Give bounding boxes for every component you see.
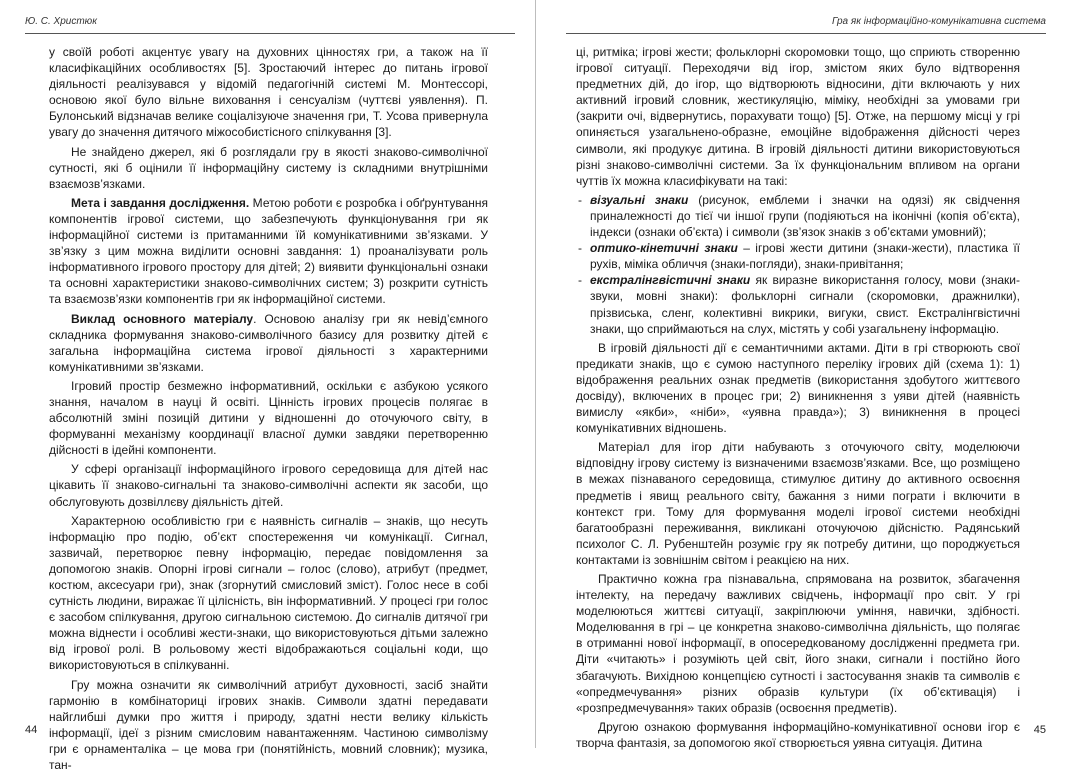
paragraph: Практично кожна гра пізнавальна, спрямована на розвиток, збагачення інтелекту, на передачу важливих свідчень, інформації про світ. У грі моделюються життєві ситуації, закріплюючи уміння, навички, здібності. Моделювання в грі – це конкретна знаково-символічна діяльність, що полягає в отриманні нової інформації, в опосередкованому дослідженні предмета гри. Діти «читають» і розуміють цей світ, його знаки, сигнали і постійно його збагачують. Вихідною концепцією сутності і застосування знаків та символів є «опредмечування» різних образів культури (їх об’єктивація) і «розпредмечування» таких образів (освоєння предметів). — [576, 572, 1020, 715]
right-page-body — [576, 44, 1020, 750]
paragraph: Другою ознакою формування інформаційно-комунікативної основи ігор є творча фантазія, за допомогою якої створюється уявна ситуація. Дитина — [576, 719, 1020, 750]
paragraph: Матеріал для ігор діти набувають з оточуючого світу, моделюючи відповідну ігрову систему із визначеними взаємозв’язками. Все, що розміщено в межах пізнаваного середовища, стимулює дитину до активного освоєння предметів і явищ реального світу, бажання з ними пограти і включити в контекст гри. Тому для формування моделі ігрової системи необхідні багатообразні переживання, викликані оточуючою дійсністю. Радянський психолог С. Л. Рубенштейн розуміє гру як потребу дитини, що породжується контактами із зовнішнім світом і реакцією на них. — [576, 440, 1020, 567]
paragraph: ці, ритміка; ігрові жести; фольклорні скоромовки тощо, що сприють створенню ігрової ситуації. Переходячи від ігор, змістом яких було відтворення предметних дій, до ігор, що відтворюють відносини, діти включають у них активний ігровий словник, жестикуляцію, міміку, необхідні за умовами гри (закрити очі, відвернутись, порахувати тощо) [5]. Отже, на першому місці у грі опиняється узагальнено-образне, емоційне відображення дійсності через символи, які продукує дитина. В ігровій діяльності дитини використовуються різні знаково-символічні системи. За їх функціональним впливом на органи чуттів їх можна класифікувати на такі: — [576, 45, 1020, 188]
left-page-body — [49, 44, 488, 773]
list-item: - екстралінгвістичні знаки як виразне використання голосу, мови (знаки-звуки, мовні знаки): фольклорні сигнали (скоромовки, дражнилки), прізвиська, сленг, колективні викрики, вигуки, свист. Екстралінгвістичні знаки, що сприймаються на слух, містять у собі узагальнену інформацію. — [576, 272, 1020, 336]
list-item: - оптико-кінетичні знаки – ігрові жести дитини (знаки-жести), пластика її рухів, міміка обличчя (знаки-погляди), знаки-привітання; — [576, 240, 1020, 272]
sign-types-list — [576, 192, 1020, 337]
paragraph: Не знайдено джерел, які б розглядали гру в якості знаково-символічної сутності, які б оцінили її інформаційну систему із складними внутрішніми взаємозв’язками. — [49, 144, 488, 191]
term-visual-signs: візуальні знаки — [590, 192, 689, 207]
right-page-number: 45 — [1033, 724, 1046, 736]
section-heading-main: Виклад основного матеріалу — [71, 311, 254, 326]
paragraph: Гру можна означити як символічний атрибут духовності, засіб знайти гармонію в комбінаториці ігрових знаків. Символи здатні передавати найглибші думки про життя і природу, здатні нести велику кількість інформації, ідеї з різним смисловим навантаженням. Частиною символізму гри є орнаменталіка – це мова гри (понятійність, мовний словник); музика, тан- — [49, 677, 488, 773]
paragraph: В ігровій діяльності дії є семантичними актами. Діти в грі створюють свої предикати знаків, що є сумою наступного переліку ігрових дій (схема 1): 1) відображення реальних ознак предметів (використання здобутого життєвого досвіду), включених в процес гри; 2) виникнення з уяви дітей (наявність вимислу «якби», «ніби», «уявна правда»); 3) виникнення в процесі комунікативних відношень. — [576, 340, 1020, 436]
term-optical-kinetic-signs: оптико-кінетичні знаки — [590, 241, 738, 256]
right-running-header: Гра як інформаційно-комунікативна система — [831, 16, 1046, 27]
left-running-header: Ю. С. Христюк — [25, 16, 97, 27]
paragraph: У сфері організації інформаційного ігрового середовища для дітей нас цікавить її знаково-сигнальні та знаково-символічні аспекти як засоби, що обслуговують дозвіллєву діяльність дітей. — [49, 462, 488, 509]
left-page — [0, 0, 536, 773]
right-header-rule — [566, 33, 1046, 34]
paragraph: Характерною особливістю гри є наявність сигналів – знаків, що несуть інформацію про подію, об’єкт спостереження чи комунікації. Сигнал, зазвичай, перетворює певну інформацію, передає повідомлення за допомогою знаків. Опорні ігрові сигнали – голос (слово), атрибут (предмет, костюм, аксесуари гри), знак (згорнутий смисловий зміст). Голос несе в собі сутність людини, виражає її цілісність, він інформативний. У процесі гри голос є засобом спілкування, другою сигнальною системою. До сигналів дитячої гри можна віднести і особливі жести-знаки, що використовуються дітьми залежно від ігрової ролі. В рольовому жесті відображаються соціальні коди, що використовуються в спілкуванні. — [49, 513, 488, 673]
term-extralinguistic-signs: екстралінгвістичні знаки — [590, 273, 751, 288]
left-header-rule — [25, 33, 515, 34]
left-page-number: 44 — [25, 724, 38, 736]
paragraph: Ігровий простір безмежно інформативний, оскільки є азбукою усякого знання, началом в науці й освіті. Цінність ігрових процесів полягає в абсолютній зміні позицій дитини у відношенні до оточуючого світу, в формуванні механізму координації власної думки завдяки перетворенню дійсності в ідейні компоненти. — [49, 378, 488, 458]
right-page — [536, 0, 1072, 748]
list-item: - візуальні знаки (рисунок, емблеми і значки на одязі) як свідчення приналежності до тієї чи іншої групи (подіяються на іконічні (копія об’єкта), індекси (ознаки об’єкта) і символи (зв’язок знаків з об’єктами умовний); — [576, 192, 1020, 240]
section-heading-goals: Мета і завдання дослідження. — [71, 195, 250, 210]
paragraph: Мета і завдання дослідження. Метою роботи є розробка і обґрунтування компонентів ігрової системи, що забезпечують функціонування гри як інформаційної системи із притаманними їй комунікативними зв’язками. У зв’язку з цим можна виділити основні завдання: 1) проаналізувати роль інформативного ігрового простору для дітей; 2) виявити функціональні ознаки та основні характеристики знаково-символічних систем; 3) розкрити сутність та взаємозв’язки компонентів гри як інформаційної системи. — [49, 195, 488, 307]
paragraph: Виклад основного матеріалу. Основою аналізу гри як невід’ємного складника формування знаково-символічного базису для розвитку дітей є загальна інформаційна система ігрової діяльності з характерними комунікативними зв’язками. — [49, 311, 488, 374]
paragraph: у своїй роботі акцентує увагу на духовних цінностях гри, а також на її класифікаційних особливостях [5]. Зростаючий інтерес до питань ігрової діяльності реалізувався у відомій педагогічній системі М. Монтессорі, основою якої було вільне виховання і сенсуалізм (чуттєві уявлення). П. Булонський відзначав велике соціалізуюче значення гри, Т. Усова привернула увагу до значення дитячого міжособистісного спілкування [3]. — [49, 45, 488, 140]
